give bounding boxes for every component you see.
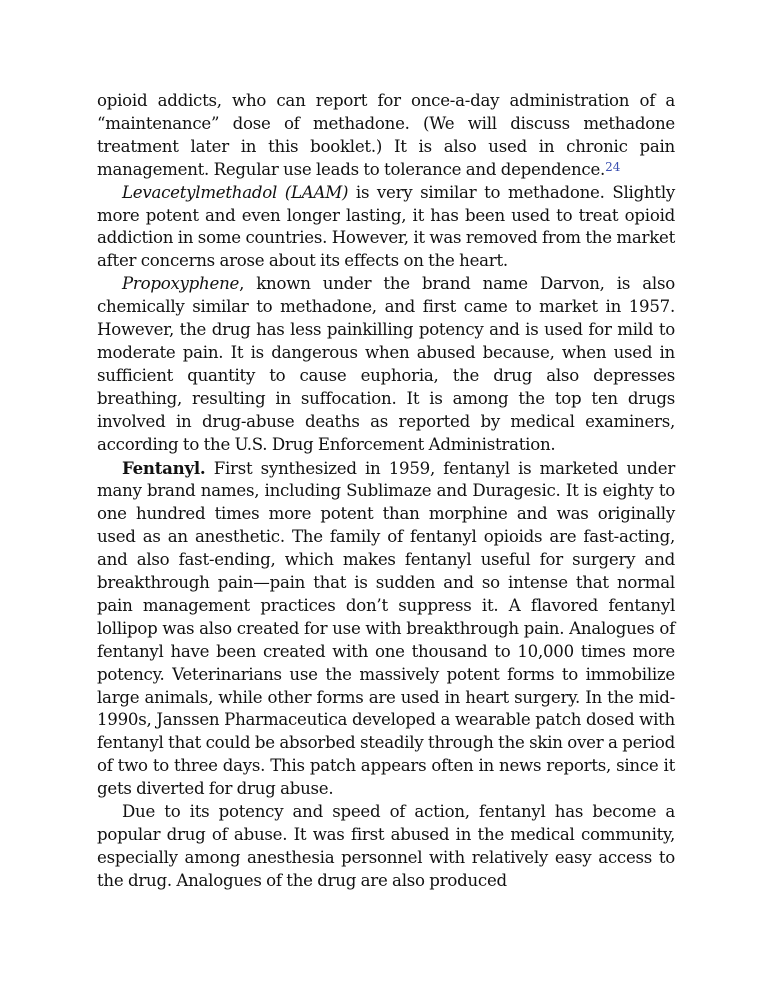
paragraph-propoxyphene bbox=[97, 273, 675, 456]
footnote-reference[interactable]: 24 bbox=[605, 159, 621, 174]
paragraph-methadone-continued bbox=[97, 90, 675, 182]
paragraph-fentanyl bbox=[97, 457, 675, 802]
section-heading-fentanyl: Fentanyl. bbox=[122, 457, 206, 478]
paragraph-laam bbox=[97, 182, 675, 274]
drug-term-laam: Levacetylmethadol (LAAM) bbox=[122, 182, 349, 202]
paragraph-text: First synthesized in 1959, fentanyl is marketed under many brand names, including Sublimaze and Duragesic. It is eighty to one hundred times more potent than morphine and was originally used as an anesthetic. The family of fentanyl opioids are fast-acting, and also fast-ending, which makes fentanyl useful for surgery and breakthrough pain—pain that is sudden and so intense that normal pain management practices don’t suppress it. A flavored fentanyl lollipop was also created for use with breakthrough pain. Analogues of fentanyl have been created with one thousand to 10,000 times more potency. Veterinarians use the massively potent forms to immobilize large animals, while other forms are used in heart surgery. In the mid-1990s, Janssen Pharmaceutica developed a wearable patch dosed with fentanyl that could be absorbed steadily through the skin over a period of two to three days. This patch appears often in news reports, since it gets diverted for drug abuse. bbox=[97, 458, 675, 799]
paragraph-text: , known under the brand name Darvon, is also chemically similar to methadone, and first came to market in 1957. However, the drug has less painkilling potency and is used for mild to moderate pain. It is dangerous when abused because, when used in sufficient quantity to cause euphoria, the drug also depresses breathing, resulting in suffocation. It is among the top ten drugs involved in drug-abuse deaths as reported by medical examiners, according to the U.S. Drug Enforcement Administration. bbox=[97, 274, 675, 454]
paragraph-text: is very similar to methadone. Slightly more potent and even longer lasting, it has been used to treat opioid addiction in some countries. However, it was removed from the market after concerns arose about its effects on the heart. bbox=[97, 182, 676, 271]
paragraph-text: opioid addicts, who can report for once-a-day administration of a “maintenance” dose of methadone. (We will discuss methadone treatment later in this booklet.) It is also used in chronic pain management. Regular use leads to tolerance and dependence. bbox=[97, 91, 675, 179]
paragraph-text: Due to its potency and speed of action, fentanyl has become a popular drug of abuse. It was first abused in the medical community, especially among anesthesia personnel with relatively easy access to the drug. Analogues of the drug are also produced bbox=[97, 802, 675, 890]
paragraph-fentanyl-abuse bbox=[97, 801, 675, 893]
drug-term-propoxyphene: Propoxyphene bbox=[122, 274, 240, 294]
document-page bbox=[97, 90, 675, 893]
